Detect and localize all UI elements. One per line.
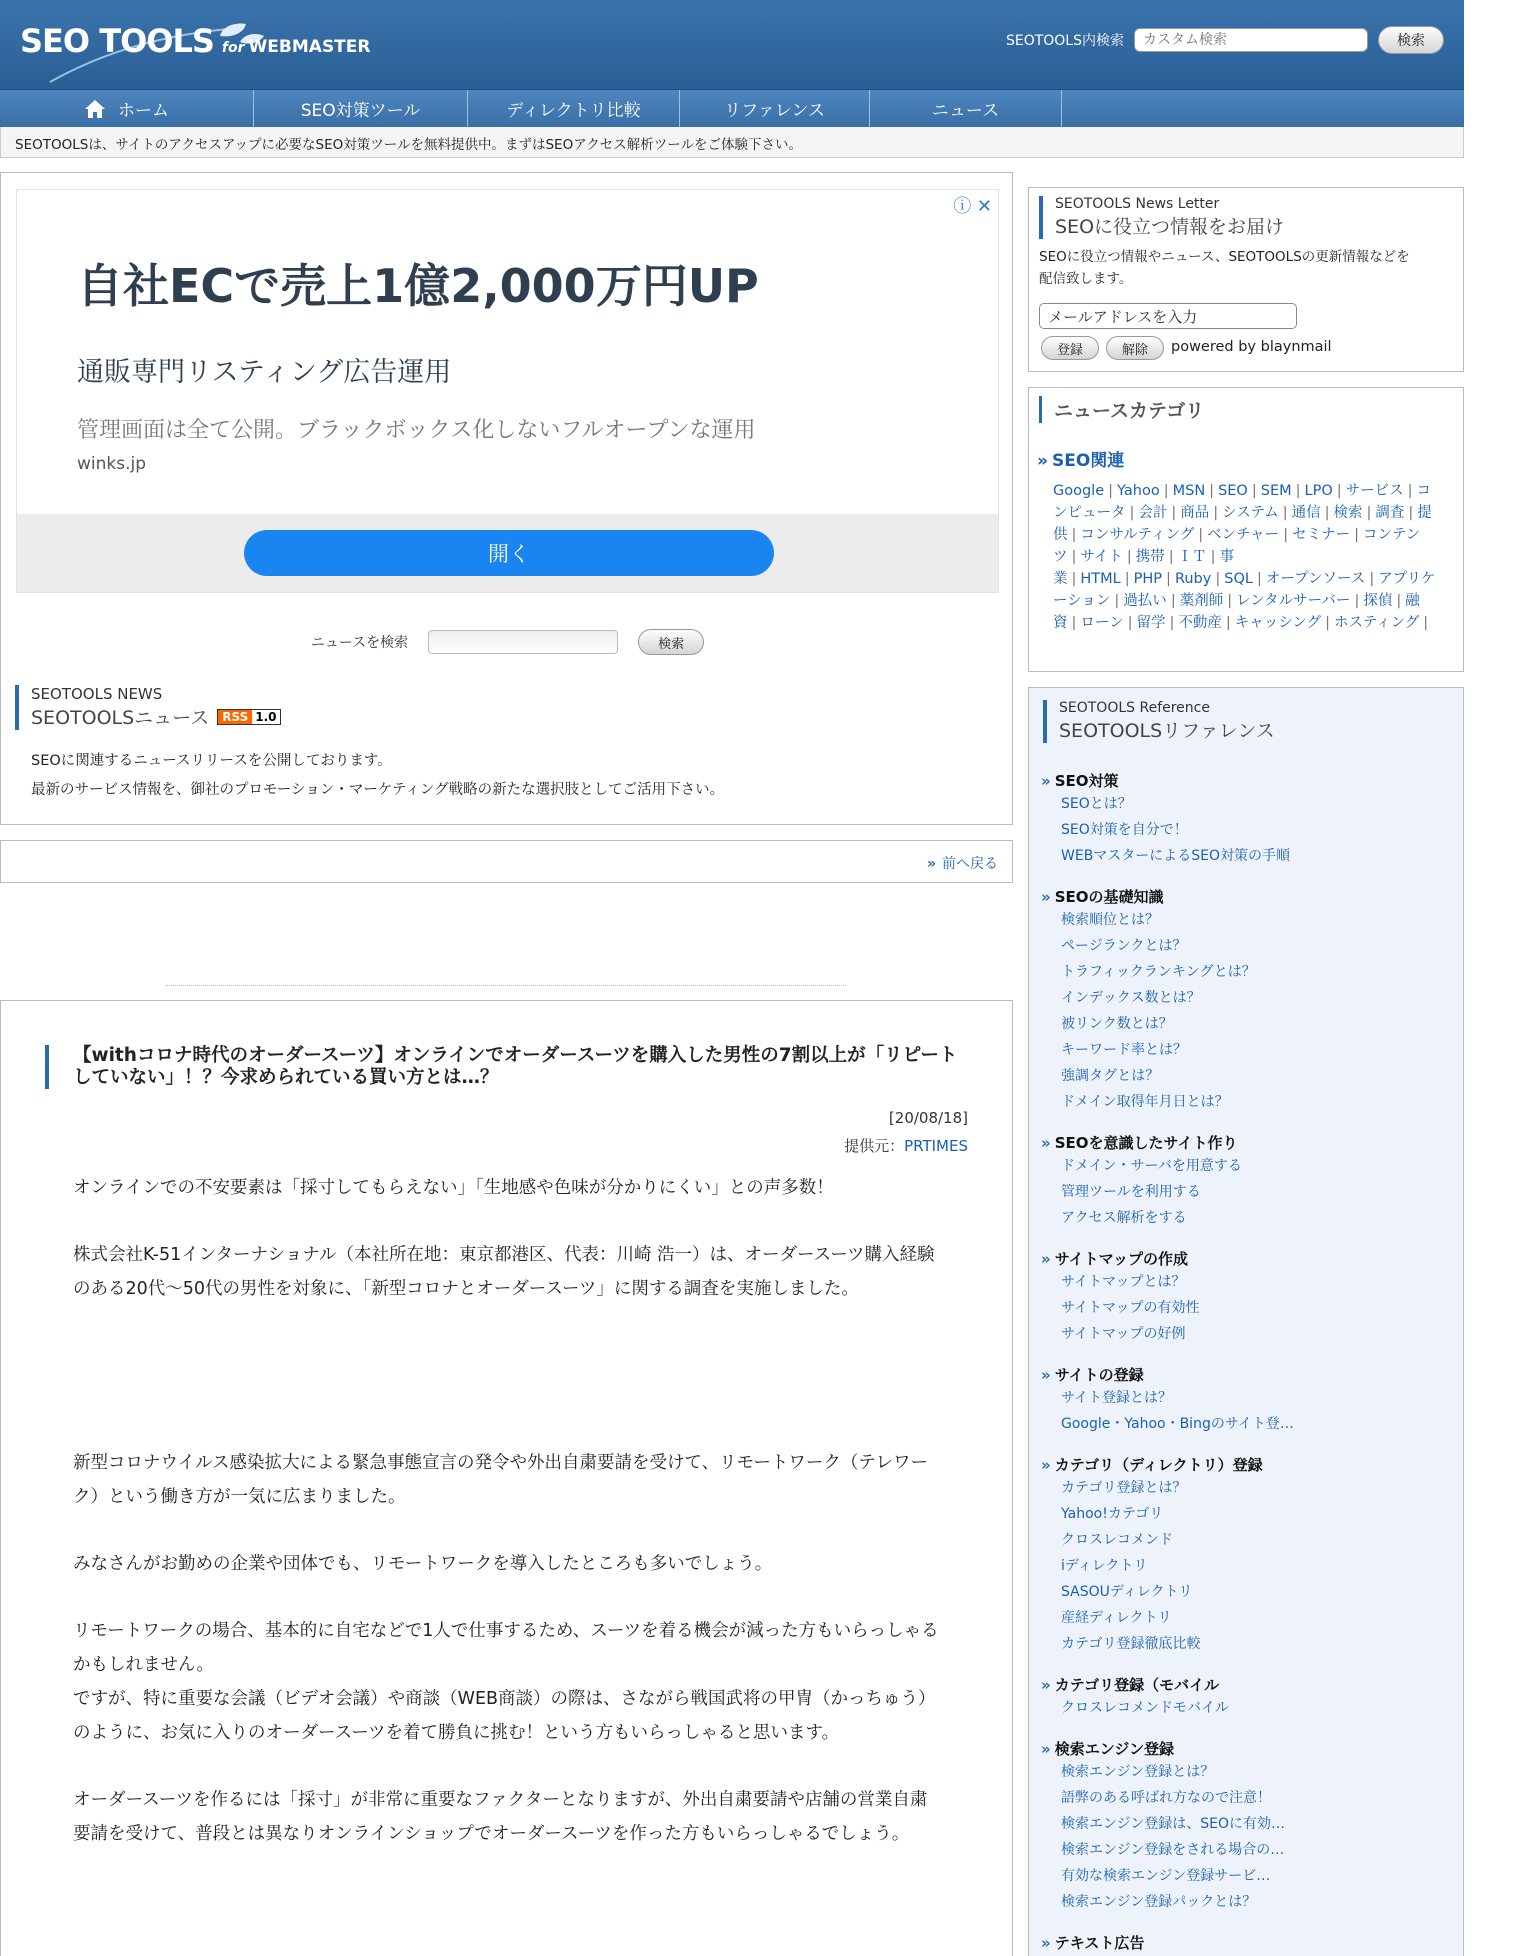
reference-link[interactable]: ドメイン・サーバを用意する xyxy=(1061,1158,1242,1174)
article-paragraph: リモートワークの場合、基本的に自宅などで1人で仕事するため、スーツを着る機会が減った方もいらっしゃるかもしれません。 xyxy=(73,1621,939,1675)
separator: | xyxy=(1325,615,1331,631)
news-category-link[interactable]: アプリケーション xyxy=(1053,571,1436,609)
rss-label: RSS xyxy=(218,710,252,724)
news-category-link[interactable]: 過払い xyxy=(1123,593,1167,609)
news-category-link[interactable]: コンテンツ xyxy=(1053,527,1421,565)
nav-seo-tools-label: SEO対策ツール xyxy=(300,101,421,121)
site-logo[interactable] xyxy=(20,22,371,60)
rss-badge[interactable] xyxy=(217,709,280,725)
reference-link[interactable]: クロスレコメンド xyxy=(1061,1532,1173,1548)
separator: | xyxy=(1336,483,1342,499)
separator: | xyxy=(1071,571,1077,587)
reference-link[interactable]: 検索エンジン登録とは？ xyxy=(1061,1764,1215,1780)
chevron-double-right-icon: » xyxy=(1041,1933,1051,1952)
ad-headline[interactable]: 自社ECで売上1億2,000万円UP xyxy=(77,259,759,313)
separator: | xyxy=(1256,571,1262,587)
news-category-link[interactable]: 事業 xyxy=(1053,549,1235,587)
back-link-label: 前へ戻る xyxy=(942,856,998,872)
reference-link[interactable]: ページランクとは？ xyxy=(1061,938,1187,954)
reference-group xyxy=(1041,1738,1285,1915)
news-category-group[interactable] xyxy=(1037,446,1124,471)
newsletter-email-input[interactable] xyxy=(1039,303,1297,329)
reference-group-title xyxy=(1041,1454,1263,1475)
reference-group-title xyxy=(1041,1364,1294,1385)
nav-news-label: ニュース xyxy=(931,101,1000,121)
separator: | xyxy=(1071,527,1077,543)
reference-link[interactable]: サイトマップとは？ xyxy=(1061,1274,1186,1290)
newsletter-register-button[interactable]: 登録 xyxy=(1041,336,1099,360)
reference-group xyxy=(1041,770,1290,869)
reference-link[interactable]: ドメイン取得年月日とは？ xyxy=(1061,1094,1229,1110)
reference-group-title xyxy=(1041,1248,1199,1269)
news-search-button[interactable]: 検索 xyxy=(638,629,704,655)
ad-cta-bar xyxy=(17,514,998,592)
reference-group-title xyxy=(1041,1738,1285,1759)
news-category-link[interactable]: オープンソース xyxy=(1265,571,1366,587)
separator: | xyxy=(1227,593,1233,609)
news-category-group-label: SEO関連 xyxy=(1051,451,1125,471)
reference-group-title xyxy=(1041,886,1256,907)
nav-reference-label: リファレンス xyxy=(724,101,825,121)
news-intro xyxy=(31,747,724,805)
news-category-link[interactable]: 調査 xyxy=(1375,505,1405,521)
reference-box xyxy=(1028,687,1464,1956)
news-category-link[interactable]: 携帯 xyxy=(1135,549,1165,565)
home-icon xyxy=(84,99,106,119)
site-search-label: SEOTOOLS内検索 xyxy=(1005,33,1124,49)
reference-link[interactable]: カテゴリ登録とは？ xyxy=(1061,1480,1187,1496)
ad-domain: winks.jp xyxy=(77,454,147,474)
rss-version: 1.0 xyxy=(252,710,279,724)
article-paragraph: オーダースーツを作るには「採寸」が非常に重要なファクターとなりますが、外出自粛要請や店舗の営業自粛要請を受けて、普段とは異なりオンラインショップでオーダースーツを作った方もいらっしゃるでしょう。 xyxy=(73,1790,928,1844)
reference-link[interactable]: Yahoo!カテゴリ xyxy=(1061,1506,1164,1522)
newsletter-box xyxy=(1028,187,1464,372)
separator: | xyxy=(1396,593,1402,609)
news-category-link[interactable]: 不動産 xyxy=(1178,615,1222,631)
newsletter-en: SEOTOOLS News Letter xyxy=(1055,196,1220,212)
reference-group xyxy=(1041,1932,1144,1953)
site-search-input[interactable] xyxy=(1134,28,1368,52)
reference-group-label: SEO対策 xyxy=(1054,772,1119,790)
main-nav xyxy=(0,90,1464,127)
separator: | xyxy=(1171,505,1177,521)
site-search xyxy=(1006,26,1444,54)
separator: | xyxy=(1423,615,1429,631)
reference-link[interactable]: Google・Yahoo・Bingのサイト登… xyxy=(1061,1416,1294,1432)
article-paragraph: ですが、特に重要な会議（ビデオ会議）や商談（WEB商談）の際は、さながら戦国武将の甲冑（かっちゅう）のように、お気に入りのオーダースーツを着て勝負に挑む！という方もいらっしゃると思います。 xyxy=(73,1689,936,1743)
news-category-link[interactable]: PHP xyxy=(1133,571,1163,587)
separator: | xyxy=(1215,571,1221,587)
ad-close-icon[interactable]: ⓘ ✕ xyxy=(953,196,992,217)
separator: | xyxy=(1168,549,1174,565)
divider xyxy=(166,985,846,986)
newsletter-description xyxy=(1039,246,1410,290)
newsletter-unregister-button[interactable]: 解除 xyxy=(1106,336,1164,360)
reference-link[interactable]: 管理ツールを利用する xyxy=(1061,1184,1201,1200)
reference-group-label: カテゴリ登録（モバイル xyxy=(1054,1676,1220,1694)
separator: | xyxy=(1126,549,1132,565)
separator: | xyxy=(1324,505,1330,521)
separator: | xyxy=(1169,615,1175,631)
reference-link[interactable]: サイトマップの好例 xyxy=(1061,1326,1186,1342)
news-category-link[interactable]: システム xyxy=(1222,505,1279,521)
news-category-link[interactable]: ＩＴ xyxy=(1177,549,1207,565)
news-category-title: ニュースカテゴリ xyxy=(1054,400,1205,422)
nav-directory-label: ディレクトリ比較 xyxy=(506,101,641,121)
chevron-double-right-icon: » xyxy=(1041,1675,1051,1694)
chevron-double-right-icon: » xyxy=(1041,1133,1051,1152)
news-intro-line-1: SEOに関連するニュースリリースを公開しております。 xyxy=(31,753,392,769)
ad-open-button[interactable]: 開く xyxy=(244,530,774,576)
back-link[interactable] xyxy=(927,853,998,873)
reference-link[interactable]: 被リンク数とは？ xyxy=(1061,1016,1173,1032)
ad-description: 管理画面は全て公開。ブラックボックス化しないフルオープンな運用 xyxy=(77,418,756,443)
reference-heading xyxy=(1043,700,1275,743)
separator: | xyxy=(1209,483,1215,499)
reference-link[interactable]: カテゴリ登録徹底比較 xyxy=(1061,1636,1201,1652)
advertisement[interactable] xyxy=(16,189,999,593)
news-category-link[interactable]: セミナー xyxy=(1292,527,1351,543)
reference-link[interactable]: iディレクトリ xyxy=(1061,1558,1148,1574)
chevron-double-right-icon: » xyxy=(1041,1249,1051,1268)
nav-directory[interactable] xyxy=(468,90,680,127)
chevron-double-right-icon: » xyxy=(1041,771,1051,790)
reference-group-label: 検索エンジン登録 xyxy=(1054,1740,1174,1758)
news-category-link[interactable]: 提供 xyxy=(1053,505,1432,543)
nav-news[interactable] xyxy=(870,90,1062,127)
news-category-link[interactable]: SEO xyxy=(1218,483,1248,499)
news-category-link[interactable]: 融資 xyxy=(1053,593,1420,631)
separator: | xyxy=(1108,483,1114,499)
article-paragraph: 株式会社K-51インターナショナル（本社所在地：東京都港区、代表：川崎 浩一）は、オーダースーツ購入経験のある20代〜50代の男性を対象に、「新型コロナとオーダースーツ」に関する調査を実施しました。 xyxy=(73,1245,935,1299)
nav-reference[interactable] xyxy=(680,90,870,127)
separator: | xyxy=(1166,571,1171,587)
separator: | xyxy=(1369,571,1375,587)
reference-link[interactable]: 検索エンジン登録パックとは？ xyxy=(1061,1894,1257,1910)
separator: | xyxy=(1127,615,1133,631)
separator: | xyxy=(1282,505,1288,521)
news-category-link[interactable]: ベンチャー xyxy=(1207,527,1280,543)
reference-en: SEOTOOLS Reference xyxy=(1059,700,1210,716)
reference-group xyxy=(1041,1364,1294,1437)
separator: | xyxy=(1210,549,1216,565)
article-paragraph: 新型コロナウイルス感染拡大による緊急事態宣言の発令や外出自粛要請を受けて、リモートワーク（テレワーク）という働き方が一気に広まりました。 xyxy=(73,1453,929,1507)
reference-group-label: カテゴリ（ディレクトリ）登録 xyxy=(1054,1456,1263,1474)
news-category-link[interactable]: 検索 xyxy=(1333,505,1363,521)
article-source-label: 提供元： xyxy=(844,1137,905,1155)
news-category-link[interactable]: 探偵 xyxy=(1363,593,1393,609)
reference-group-label: SEOの基礎知識 xyxy=(1054,888,1164,906)
article-body xyxy=(73,1171,943,1884)
logo-text: SEO TOOLS xyxy=(20,22,214,60)
chevron-double-right-icon: » xyxy=(1041,1739,1051,1758)
newsletter-heading xyxy=(1039,196,1284,239)
separator: | xyxy=(1129,505,1135,521)
pager-box xyxy=(0,840,1013,883)
reference-group xyxy=(1041,1674,1229,1721)
reference-group-label: テキスト広告 xyxy=(1054,1934,1145,1952)
news-category-link[interactable]: キャッシング xyxy=(1234,615,1322,631)
reference-group-label: サイトの登録 xyxy=(1054,1366,1144,1384)
news-category-link[interactable]: SEM xyxy=(1260,483,1292,499)
newsletter-title: SEOに役立つ情報をお届け xyxy=(1055,216,1285,238)
reference-title: SEOTOOLSリファレンス xyxy=(1059,720,1275,742)
separator: | xyxy=(1225,615,1231,631)
reference-link[interactable]: サイトマップの有効性 xyxy=(1061,1300,1200,1316)
site-tagline: SEOTOOLSは、サイトのアクセスアップに必要なSEO対策ツールを無料提供中。まずはSEOアクセス解析ツールをご体験下さい。 xyxy=(0,127,1464,158)
reference-link[interactable]: トラフィックランキングとは？ xyxy=(1061,964,1256,980)
reference-link[interactable]: 強調タグとは？ xyxy=(1061,1068,1160,1084)
reference-group xyxy=(1041,1132,1242,1231)
news-category-link[interactable]: LPO xyxy=(1304,483,1333,499)
news-category-link[interactable]: MSN xyxy=(1172,483,1206,499)
separator: | xyxy=(1407,483,1413,499)
news-category-link[interactable]: HTML xyxy=(1080,571,1121,587)
reference-link[interactable]: クロスレコメンドモバイル xyxy=(1061,1700,1229,1716)
separator: | xyxy=(1124,571,1130,587)
reference-link[interactable]: SASOUディレクトリ xyxy=(1061,1584,1193,1600)
news-category-link[interactable]: コンサルティング xyxy=(1080,527,1195,543)
news-category-link[interactable]: サービス xyxy=(1345,483,1404,499)
newsletter-desc-line-2: 配信致します。 xyxy=(1039,271,1133,287)
news-category-link[interactable]: ホスティング xyxy=(1334,615,1420,631)
separator: | xyxy=(1251,483,1257,499)
separator: | xyxy=(1213,505,1219,521)
reference-group xyxy=(1041,1248,1199,1347)
news-category-link[interactable]: 留学 xyxy=(1136,615,1166,631)
article xyxy=(0,1000,1013,1956)
reference-group-title xyxy=(1041,770,1290,791)
logo-webmaster: WEBMASTER xyxy=(248,37,371,57)
newsletter-powered-by: powered by blaynmail xyxy=(1171,339,1332,355)
chevron-double-right-icon: » xyxy=(1041,1455,1051,1474)
nav-home-label: ホーム xyxy=(118,101,169,121)
article-source xyxy=(844,1135,968,1156)
news-category-box xyxy=(1028,387,1464,672)
separator: | xyxy=(1114,593,1120,609)
news-search-input[interactable] xyxy=(428,630,618,654)
reference-group-label: SEOを意識したサイト作り xyxy=(1054,1134,1238,1152)
reference-link[interactable]: 検索エンジン登録は、SEOに有効… xyxy=(1061,1816,1286,1832)
separator: | xyxy=(1163,483,1169,499)
reference-group xyxy=(1041,1454,1263,1657)
news-category-link[interactable]: Ruby xyxy=(1174,571,1212,587)
news-section-title: SEOTOOLSニュース xyxy=(31,707,210,729)
separator: | xyxy=(1071,615,1077,631)
reference-group-label: サイトマップの作成 xyxy=(1054,1250,1189,1268)
reference-group-title xyxy=(1041,1132,1242,1153)
reference-link[interactable]: インデックス数とは？ xyxy=(1061,990,1201,1006)
separator: | xyxy=(1071,549,1077,565)
news-category-link[interactable]: SQL xyxy=(1224,571,1253,587)
reference-link[interactable]: アクセス解析をする xyxy=(1061,1210,1187,1226)
news-category-link[interactable]: 薬剤師 xyxy=(1179,593,1224,609)
news-category-link[interactable]: サイト xyxy=(1080,549,1123,565)
news-category-link[interactable]: 会計 xyxy=(1138,505,1168,521)
news-category-heading xyxy=(1039,396,1204,423)
site-header xyxy=(0,0,1464,90)
reference-link[interactable]: 有効な検索エンジン登録サービ… xyxy=(1061,1868,1271,1884)
news-top-box xyxy=(0,172,1013,825)
logo-for: for xyxy=(221,40,245,56)
news-category-link[interactable]: Yahoo xyxy=(1117,483,1160,499)
article-paragraph: みなさんがお勤めの企業や団体でも、リモートワークを導入したところも多いでしょう。 xyxy=(73,1554,773,1574)
article-paragraph: オンラインでの不安要素は「採寸してもらえない」「生地感や色味が分かりにくい」との声多数！ xyxy=(73,1178,834,1198)
chevron-double-right-icon: » xyxy=(1041,887,1051,906)
separator: | xyxy=(1354,527,1359,543)
news-category-links xyxy=(1053,480,1445,634)
news-section-title-row xyxy=(31,703,281,730)
news-category-link[interactable]: レンタルサーバー xyxy=(1236,593,1351,609)
reference-link[interactable]: キーワード率とは？ xyxy=(1061,1042,1187,1058)
separator: | xyxy=(1170,593,1176,609)
news-category-link[interactable]: コンピュータ xyxy=(1053,483,1432,521)
reference-link[interactable]: サイト登録とは？ xyxy=(1061,1390,1173,1406)
reference-link[interactable]: SEO対策を自分で！ xyxy=(1061,822,1188,838)
separator: | xyxy=(1295,483,1301,499)
newsletter-desc-line-1: SEOに役立つ情報やニュース、SEOTOOLSの更新情報などを xyxy=(1039,249,1410,265)
chevron-double-right-icon: » xyxy=(1041,1365,1051,1384)
article-date: [20/08/18] xyxy=(888,1109,968,1127)
news-search-label: ニュースを検索 xyxy=(310,635,409,651)
news-section-en: SEOTOOLS NEWS xyxy=(31,685,163,703)
reference-link[interactable]: SEOとは？ xyxy=(1061,796,1132,812)
reference-link[interactable]: 産経ディレクトリ xyxy=(1061,1610,1172,1626)
reference-group xyxy=(1041,886,1256,1115)
nav-home[interactable] xyxy=(0,90,254,127)
site-search-button[interactable]: 検索 xyxy=(1378,26,1444,54)
separator: | xyxy=(1354,593,1360,609)
reference-group-title xyxy=(1041,1932,1144,1953)
news-category-link[interactable]: 商品 xyxy=(1180,505,1210,521)
article-title: 【withコロナ時代のオーダースーツ】オンラインでオーダースーツを購入した男性の7割以上が「リピートしていない」！？今求められている買い方とは…？ xyxy=(45,1045,965,1089)
news-section-heading xyxy=(15,685,281,730)
reference-link[interactable]: 検索エンジン登録をされる場合の… xyxy=(1061,1842,1285,1858)
nav-seo-tools[interactable] xyxy=(254,90,468,127)
chevron-double-right-icon: » xyxy=(926,856,936,872)
reference-group-title xyxy=(1041,1674,1229,1695)
news-category-link[interactable]: Google xyxy=(1053,483,1105,499)
reference-link[interactable]: 検索順位とは？ xyxy=(1061,912,1159,928)
news-search xyxy=(1,629,1014,655)
reference-link[interactable]: WEBマスターによるSEO対策の手順 xyxy=(1061,848,1291,864)
separator: | xyxy=(1198,527,1204,543)
reference-link[interactable]: 語弊のある呼ばれ方なので注意！ xyxy=(1061,1790,1271,1806)
ad-subheadline: 通販専門リスティング広告運用 xyxy=(77,357,452,388)
separator: | xyxy=(1283,527,1289,543)
article-source-link[interactable]: PRTIMES xyxy=(904,1137,968,1155)
separator: | xyxy=(1408,505,1414,521)
news-intro-line-2: 最新のサービス情報を、御社のプロモーション・マーケティング戦略の新たな選択肢としてご活用下さい。 xyxy=(31,782,725,798)
news-category-link[interactable]: 通信 xyxy=(1291,505,1321,521)
news-category-link[interactable]: ローン xyxy=(1080,615,1124,631)
chevron-double-right-icon: » xyxy=(1037,451,1048,471)
separator: | xyxy=(1366,505,1372,521)
